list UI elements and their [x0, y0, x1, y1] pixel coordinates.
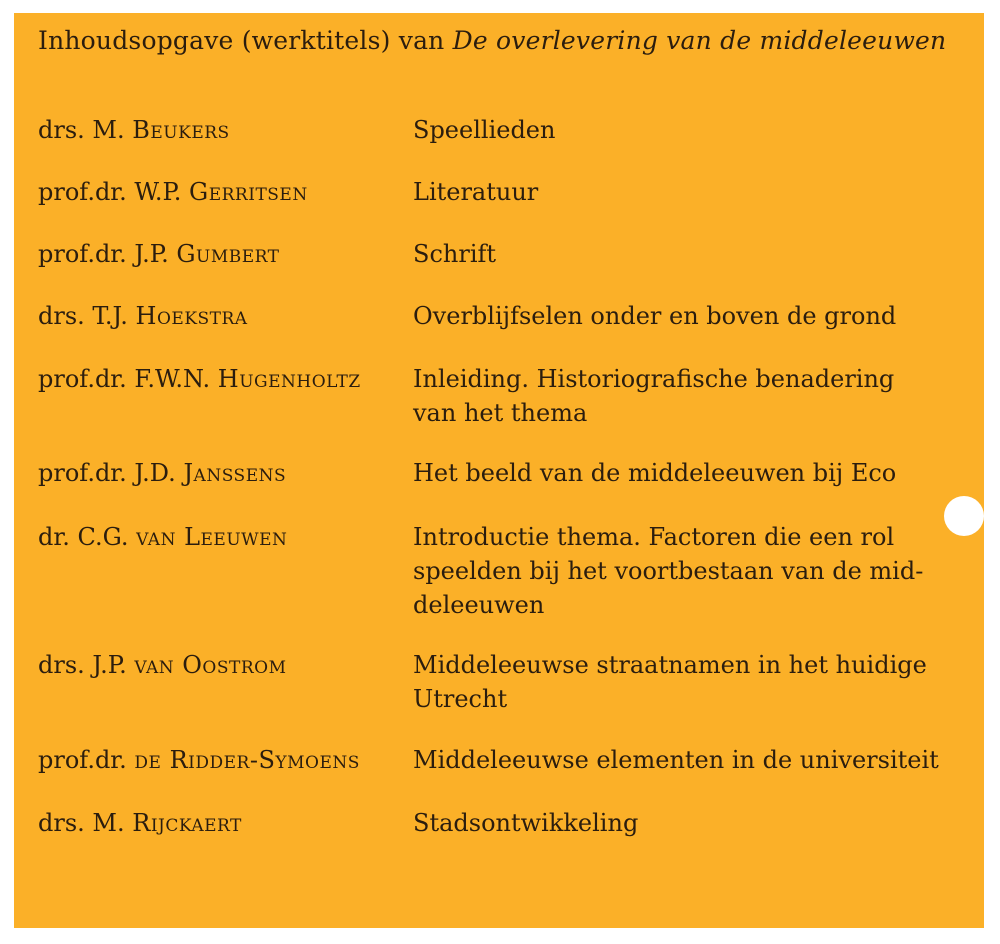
author-surname: van Leeuwen: [136, 523, 288, 551]
author: [38, 113, 410, 147]
topic-line: Introductie thema. Factoren die een rol: [413, 523, 895, 551]
author: [38, 456, 410, 490]
title-prefix: Inhoudsopgave (werktitels) van: [38, 26, 453, 55]
topic: [413, 175, 958, 209]
page-title: [38, 21, 946, 61]
topic-line: Het beeld van de middeleeuwen bij Eco: [413, 459, 897, 487]
topic: [413, 456, 958, 490]
topic: [413, 237, 958, 271]
author: [38, 806, 410, 840]
author-title: dr. C.G.: [38, 523, 137, 551]
author: [38, 743, 410, 777]
author-surname: de Ridder-Symoens: [134, 746, 360, 774]
author-title: drs. J.P.: [38, 651, 135, 679]
topic-line: Inleiding. Historiografische benadering: [413, 365, 895, 393]
author-surname: Rijckaert: [132, 809, 242, 837]
author-title: prof.dr.: [38, 746, 135, 774]
document-page: [14, 13, 984, 928]
topic-line: van het thema: [413, 399, 588, 427]
author: [38, 520, 410, 554]
topic-line: Literatuur: [413, 178, 539, 206]
topic: [413, 743, 958, 777]
author-title: prof.dr. W.P.: [38, 178, 190, 206]
topic-line: speelden bij het voortbestaan van de mid-: [413, 557, 924, 585]
author-title: prof.dr. J.D.: [38, 459, 184, 487]
punch-hole: [944, 496, 984, 536]
author: [38, 648, 410, 682]
author-title: drs. M.: [38, 809, 133, 837]
author: [38, 362, 410, 396]
topic-line: Schrift: [413, 240, 497, 268]
topic: [413, 806, 958, 840]
topic-line: Utrecht: [413, 685, 508, 713]
author-surname: van Oostrom: [134, 651, 287, 679]
topic-line: Stadsontwikkeling: [413, 809, 639, 837]
topic: [413, 362, 958, 430]
author-surname: Hoekstra: [135, 302, 248, 330]
author-surname: Gumbert: [176, 240, 280, 268]
author-surname: Hugenholtz: [217, 365, 361, 393]
author-surname: Gerritsen: [189, 178, 308, 206]
author-title: drs. M.: [38, 116, 133, 144]
topic: [413, 113, 958, 147]
topic: [413, 299, 958, 333]
author: [38, 175, 410, 209]
topic: [413, 520, 958, 622]
topic-line: Overblijfselen onder en boven de grond: [413, 302, 897, 330]
author: [38, 299, 410, 333]
author-surname: Janssens: [183, 459, 287, 487]
author-title: prof.dr. J.P.: [38, 240, 177, 268]
topic-line: Middeleeuwse straatnamen in het huidige: [413, 651, 927, 679]
author-surname: Beukers: [132, 116, 230, 144]
author-title: drs. T.J.: [38, 302, 136, 330]
topic-line: Middeleeuwse elementen in de universiteit: [413, 746, 939, 774]
book-title: De overlevering van de middeleeuwen: [452, 26, 947, 55]
author: [38, 237, 410, 271]
topic-line: deleeuwen: [413, 591, 545, 619]
topic-line: Speellieden: [413, 116, 556, 144]
author-title: prof.dr. F.W.N.: [38, 365, 218, 393]
topic: [413, 648, 958, 716]
